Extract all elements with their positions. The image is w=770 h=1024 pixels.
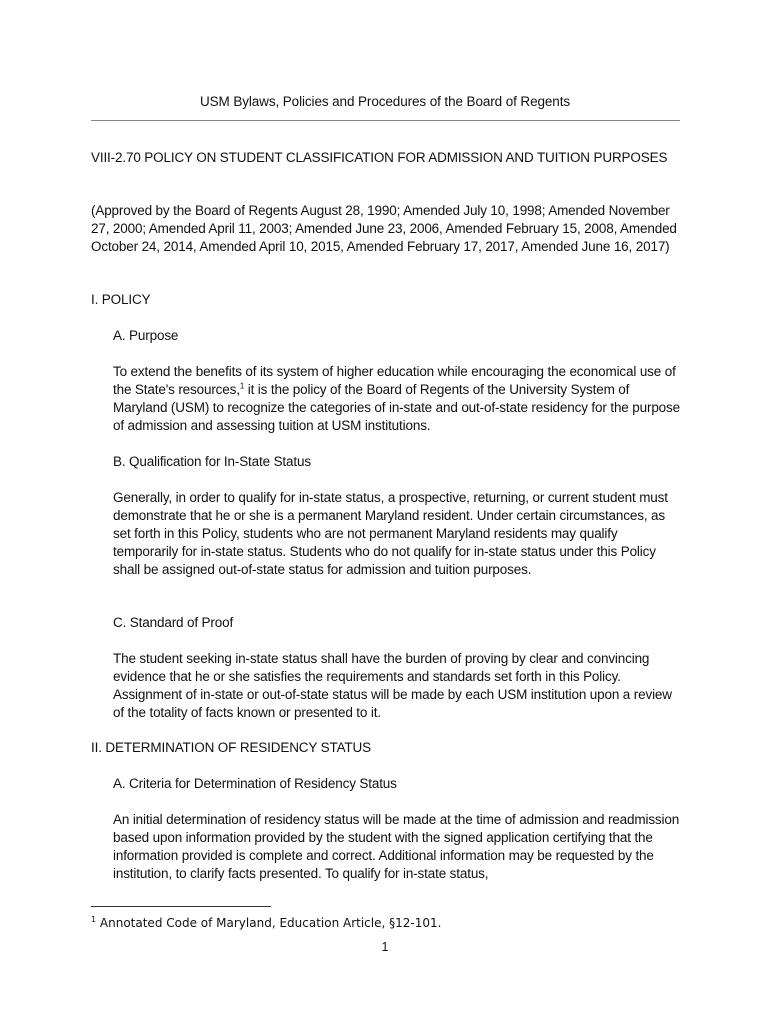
purpose-paragraph: [113, 363, 680, 435]
subsection-heading-qualification: B. Qualification for In-State Status: [113, 454, 311, 469]
footnote-number: 1: [91, 915, 97, 924]
purpose-text-start: To extend the benefits of its system of higher education while encouraging the economical use of the State's resources,: [113, 364, 676, 397]
qualification-paragraph: Generally, in order to qualify for in-state status, a prospective, returning, or current student must demonstrate that he or she is a permanent Maryland resident. Under certain circumstances, as set forth in this Policy, students who are not permanent Maryland residents may qualify temporarily for in-state status. Students who do not qualify for in-state status under this Policy shall be assigned out-of-state status for admission and tuition purposes.: [113, 490, 668, 577]
running-header: USM Bylaws, Policies and Procedures of the Board of Regents: [199, 94, 571, 109]
footnote: [91, 915, 441, 931]
subsection-heading-criteria: A. Criteria for Determination of Residency Status: [113, 776, 397, 791]
standard-of-proof-paragraph: The student seeking in-state status shall have the burden of proving by clear and convincing evidence that he or she satisfies the requirements and standards set forth in this Policy. Assignment of in-state or out-of-state status will be made by each USM institution upon a review of the totality of facts known or presented to it.: [113, 651, 672, 720]
policy-title: VIII-2.70 POLICY ON STUDENT CLASSIFICATION FOR ADMISSION AND TUITION PURPOSES: [91, 150, 668, 165]
footnote-divider: [91, 906, 271, 907]
section-heading-policy: I. POLICY: [91, 292, 151, 307]
approval-history: (Approved by the Board of Regents August 28, 1990; Amended July 10, 1998; Amended November 27, 2000; Amended April 11, 2003; Amended June 23, 2006, Amended February 15, 2008, Amended October 24, 2014, Amended April 10, 2015, Amended February 17, 2017, Amended June 16, 2017): [91, 203, 677, 254]
footnote-reference[interactable]: 1: [239, 381, 245, 391]
page-number: 1: [381, 940, 389, 954]
criteria-paragraph: An initial determination of residency status will be made at the time of admission and readmission based upon information provided by the student with the signed application certifying that the information provided is complete and correct. Additional information may be requested by the institution, to clarify facts presented. To qualify for in-state status,: [113, 812, 680, 881]
footnote-text: Annotated Code of Maryland, Education Article, §12-101.: [96, 916, 442, 930]
subsection-heading-purpose: A. Purpose: [113, 328, 179, 343]
section-heading-determination: II. DETERMINATION OF RESIDENCY STATUS: [91, 740, 371, 755]
purpose-text-end: it is the policy of the Board of Regents of the University System of Maryland (USM) to recognize the categories of in-state and out-of-state residency for the purpose of admission and assessing tuition at USM institutions.: [113, 382, 680, 433]
header-divider: [91, 120, 680, 121]
subsection-heading-standard-of-proof: C. Standard of Proof: [113, 615, 234, 630]
